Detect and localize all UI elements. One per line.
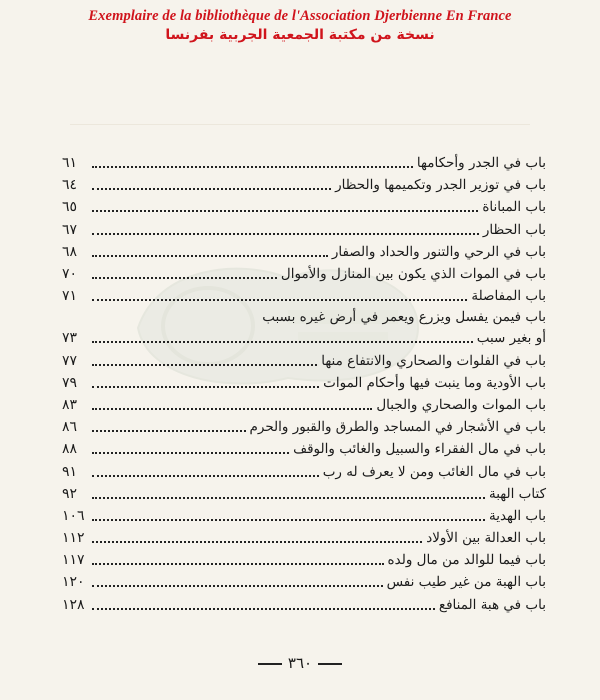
dot-leader bbox=[92, 452, 289, 454]
toc-entry bbox=[62, 549, 546, 571]
toc-entry bbox=[62, 196, 546, 218]
toc-entry-title: باب في الجدر وأحكامها bbox=[416, 155, 546, 172]
toc-entry-title: باب المباناة bbox=[482, 199, 546, 216]
bleed-through-line bbox=[70, 124, 530, 135]
dot-leader bbox=[92, 386, 319, 388]
page-footer bbox=[0, 654, 600, 672]
toc-entry-page: ٦٨ bbox=[62, 243, 78, 260]
toc-entry-title: باب في الفلوات والصحاري والانتفاع منها bbox=[321, 352, 546, 369]
toc-entry-title: باب المفاصلة bbox=[471, 288, 546, 305]
toc-entry bbox=[62, 594, 546, 616]
toc-entry bbox=[62, 307, 546, 327]
toc-entry bbox=[62, 174, 546, 196]
toc-entry bbox=[62, 327, 546, 349]
toc-entry bbox=[62, 350, 546, 372]
dot-leader bbox=[92, 475, 319, 477]
toc-entry-page: ٨٣ bbox=[62, 396, 78, 413]
toc-entry-page: ٦٤ bbox=[62, 177, 78, 194]
toc-entry-page: ١٠٦ bbox=[62, 507, 85, 524]
toc-entry-page: ١١٢ bbox=[62, 530, 85, 547]
toc-entry bbox=[62, 505, 546, 527]
toc-entry bbox=[62, 372, 546, 394]
toc-entry bbox=[62, 460, 546, 482]
toc-entry-page: ٧٧ bbox=[62, 352, 78, 369]
dot-leader bbox=[92, 341, 473, 343]
toc-entry-title: كتاب الهبة bbox=[488, 485, 546, 502]
stamp-line-french: Exemplaire de la bibliothèque de l'Association Djerbienne En France bbox=[88, 8, 512, 24]
dot-leader bbox=[92, 408, 372, 410]
toc-entry-title: باب في الرحي والتنور والحداد والصفار bbox=[331, 243, 546, 260]
dot-leader bbox=[92, 563, 384, 565]
dot-leader bbox=[92, 233, 479, 235]
toc-entry-title: باب في مال الفقراء والسبيل والغائب والوقف bbox=[293, 441, 546, 458]
footer-dash-left bbox=[318, 663, 342, 665]
toc-entry bbox=[62, 527, 546, 549]
dot-leader bbox=[92, 585, 383, 587]
dot-leader bbox=[92, 166, 413, 168]
toc-entry bbox=[62, 219, 546, 241]
toc-entry bbox=[62, 394, 546, 416]
toc-entry-page: ٧٠ bbox=[62, 266, 78, 283]
toc-entry-title: باب فيمن يفسل ويزرع ويعمر في أرض غيره بسبب bbox=[262, 309, 546, 326]
toc-entry-title: باب فيما للوالد من مال ولده bbox=[387, 552, 546, 569]
toc-entry-page: ٧٣ bbox=[62, 330, 78, 347]
toc-entry-page: ٦٧ bbox=[62, 221, 78, 238]
toc-entry-title: باب في مال الغائب ومن لا يعرف له رب bbox=[322, 463, 546, 480]
toc-entry-page: ٨٨ bbox=[62, 441, 78, 458]
toc-entry-page: ٦١ bbox=[62, 155, 78, 172]
toc-entry-title: باب الأودية وما ينبت فيها وأحكام الموات bbox=[323, 374, 546, 391]
toc-entry-title: باب الحظار bbox=[482, 221, 546, 238]
dot-leader bbox=[92, 188, 331, 190]
dot-leader bbox=[92, 608, 435, 610]
toc-entry-title: باب في توزير الجدر وتكميمها والحظار bbox=[335, 177, 546, 194]
toc-entry-title: باب في الموات الذي يكون بين المنازل والأموال bbox=[280, 266, 546, 283]
toc-entry bbox=[62, 438, 546, 460]
toc-entry bbox=[62, 263, 546, 285]
dot-leader bbox=[92, 210, 478, 212]
toc-entry-page: ٧١ bbox=[62, 288, 78, 305]
toc-entry bbox=[62, 571, 546, 593]
toc-entry-page: ٨٦ bbox=[62, 419, 78, 436]
toc-entry-page: ١٢٠ bbox=[62, 574, 85, 591]
toc-entry-title: باب الموات والصحاري والجبال bbox=[376, 396, 546, 413]
table-of-contents bbox=[62, 152, 546, 616]
dot-leader bbox=[92, 519, 485, 521]
toc-entry bbox=[62, 152, 546, 174]
toc-entry bbox=[62, 483, 546, 505]
page-number: ٣٦٠ bbox=[287, 654, 313, 672]
footer-dash-right bbox=[258, 663, 282, 665]
dot-leader bbox=[92, 541, 422, 543]
dot-leader bbox=[92, 430, 246, 432]
toc-entry-page: ٧٩ bbox=[62, 374, 78, 391]
toc-entry-title: باب العدالة بين الأولاد bbox=[426, 530, 546, 547]
toc-entry-title: باب الهدية bbox=[488, 507, 546, 524]
dot-leader bbox=[92, 299, 467, 301]
toc-entry-page: ٦٥ bbox=[62, 199, 78, 216]
toc-entry-page: ١٢٨ bbox=[62, 596, 85, 613]
toc-entry-title: باب في الأشجار في المساجد والطرق والقبور والحرم bbox=[249, 419, 546, 436]
library-stamp bbox=[0, 8, 600, 43]
toc-entry bbox=[62, 285, 546, 307]
dot-leader bbox=[92, 277, 277, 279]
toc-entry-title: أو بغير سبب bbox=[476, 330, 546, 347]
dot-leader bbox=[92, 255, 328, 257]
toc-entry-page: ٩٢ bbox=[62, 485, 78, 502]
toc-entry-page: ٩١ bbox=[62, 463, 78, 480]
toc-entry-title: باب في هبة المنافع bbox=[438, 596, 546, 613]
dot-leader bbox=[92, 364, 317, 366]
toc-entry bbox=[62, 241, 546, 263]
toc-entry-page: ١١٧ bbox=[62, 552, 85, 569]
dot-leader bbox=[92, 497, 485, 499]
toc-entry-title: باب الهبة من غير طيب نفس bbox=[386, 574, 546, 591]
toc-entry bbox=[62, 416, 546, 438]
stamp-line-arabic: نسخة من مكتبة الجمعية الجربية بفرنسا bbox=[165, 27, 435, 43]
